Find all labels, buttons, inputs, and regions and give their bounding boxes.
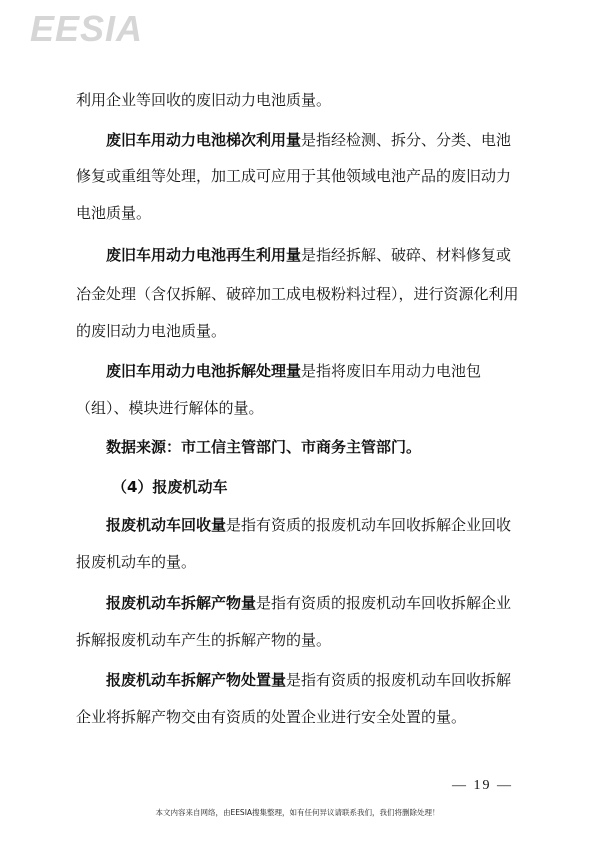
definition-text: 是指有资质的报废机动车回收拆解 (286, 671, 512, 689)
definition-text: 是指有资质的报废机动车回收拆解企业 (256, 594, 512, 612)
definition-text: 是指经检测、拆分、分类、电池 (301, 131, 512, 149)
term-heading: 废旧车用动力电池再生利用量 (106, 246, 302, 264)
definition-text: 是指将废旧车用动力电池包 (301, 362, 482, 380)
paragraph-line (106, 361, 481, 381)
paragraph-line: （组）、模块进行解体的量。 (76, 399, 264, 417)
paragraph-line (106, 515, 511, 535)
data-source-note: 数据来源：市工信主管部门、市商务主管部门。 (106, 438, 422, 456)
term-heading: 报废机动车拆解产物处置量 (106, 671, 287, 689)
paragraph-line: 电池质量。 (76, 204, 152, 222)
paragraph-line (106, 130, 511, 150)
definition-text: 是指经拆解、破碎、材料修复或 (301, 246, 512, 264)
term-heading: 废旧车用动力电池梯次利用量 (106, 131, 302, 149)
paragraph-line: 修复或重组等处理，加工成可应用于其他领域电池产品的废旧动力 (76, 167, 512, 185)
paragraph-line (106, 245, 511, 265)
term-heading: 报废机动车回收量 (106, 516, 227, 534)
term-heading: 废旧车用动力电池拆解处理量 (106, 362, 302, 380)
page-number: — 19 — (452, 778, 513, 793)
paragraph-line: 报废机动车的量。 (76, 553, 197, 571)
paragraph-line (106, 670, 511, 690)
section-heading: （4）报废机动车 (112, 478, 228, 496)
eesia-logo: EESIA (30, 8, 144, 49)
paragraph-line: 冶金处理（含仅拆解、破碎加工成电极粉料过程），进行资源化利用 (76, 285, 519, 303)
paragraph-line: 企业将拆解产物交由有资质的处置企业进行安全处置的量。 (76, 708, 467, 726)
term-heading: 报废机动车拆解产物量 (106, 594, 257, 612)
paragraph-line (106, 593, 511, 613)
footer-notice: 本文内容来自网络，由EESIA搜集整理，如有任何异议请联系我们，我们将删除处理！ (155, 808, 440, 817)
paragraph-line: 的废旧动力电池质量。 (76, 322, 227, 340)
paragraph-line: 拆解报废机动车产生的拆解产物的量。 (76, 631, 332, 649)
paragraph-line: 利用企业等回收的废旧动力电池质量。 (76, 91, 332, 109)
definition-text: 是指有资质的报废机动车回收拆解企业回收 (226, 516, 512, 534)
